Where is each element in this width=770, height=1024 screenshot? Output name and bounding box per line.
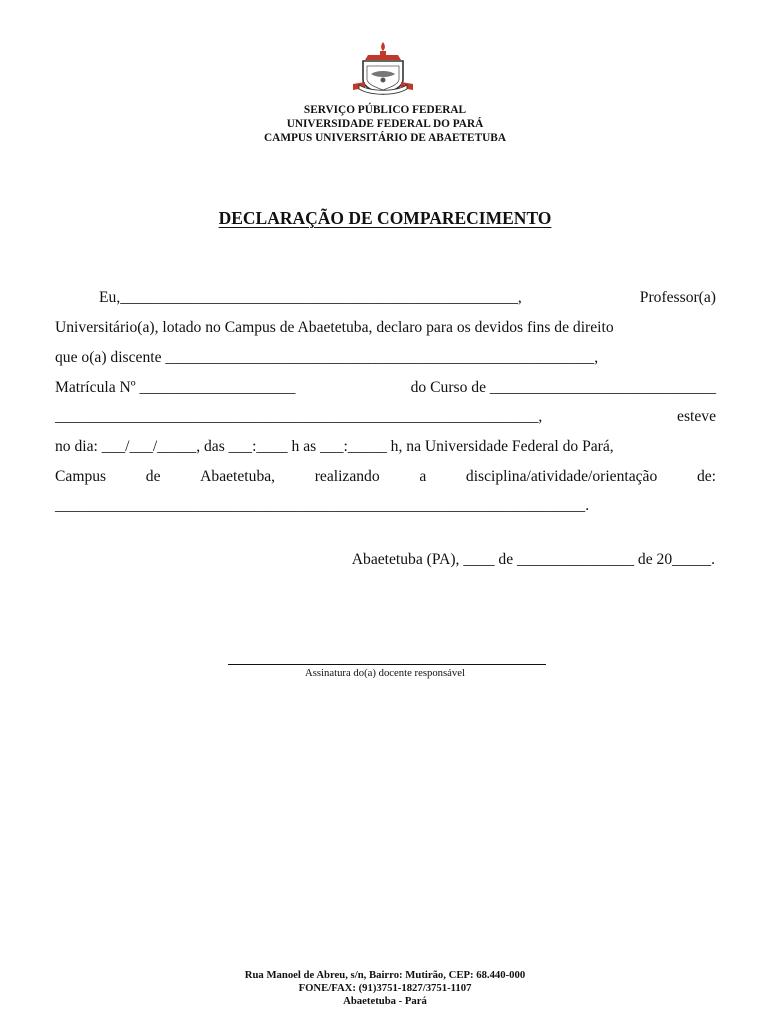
professor-word: Professor(a)	[639, 289, 716, 306]
body-line-8: ____________________________________________________________________.	[55, 497, 590, 514]
body-line-7	[55, 468, 716, 490]
header-line-1: SERVIÇO PÚBLICO FEDERAL	[303, 104, 467, 116]
word: Campus	[55, 468, 107, 485]
document-title: DECLARAÇÃO DE COMPARECIMENTO	[218, 208, 552, 228]
declarant-name-blank: Eu,___________________________________________________,	[99, 289, 522, 306]
footer-city: Abaetetuba - Pará	[343, 995, 427, 1007]
word: a	[419, 468, 427, 485]
curso-continuation-blank: ______________________________________________________________,	[55, 408, 543, 425]
word: realizando	[314, 468, 380, 485]
header-line-3: CAMPUS UNIVERSITÁRIO DE ABAETETUBA	[264, 132, 506, 144]
address-footer	[0, 969, 770, 1008]
curso-blank: do Curso de _____________________________	[410, 379, 716, 396]
body-line-4	[55, 379, 716, 401]
word: Abaetetuba,	[200, 468, 276, 485]
word: disciplina/atividade/orientação	[465, 468, 658, 485]
footer-phone: FONE/FAX: (91)3751-1827/3751-1107	[298, 982, 472, 994]
body-line-2: Universitário(a), lotado no Campus de Abaetetuba, declaro para os devidos fins de direito	[55, 319, 614, 336]
ufpa-seal-icon	[351, 40, 415, 98]
word: de:	[696, 468, 716, 485]
header-line-2: UNIVERSIDADE FEDERAL DO PARÁ	[286, 118, 484, 130]
word: de	[145, 468, 161, 485]
footer-address: Rua Manoel de Abreu, s/n, Bairro: Mutirão, CEP: 68.440-000	[244, 969, 526, 981]
body-line-6: no dia: ___/___/_____, das ___:____ h as ___:_____ h, na Universidade Federal do Pará,	[55, 438, 614, 455]
date-line: Abaetetuba (PA), ____ de _______________ de 20_____.	[351, 551, 715, 568]
body-line-1	[55, 289, 716, 311]
body-line-3: que o(a) discente _______________________________________________________,	[55, 349, 599, 366]
esteve-word: esteve	[677, 408, 716, 425]
signature-label: Assinatura do(a) docente responsável	[305, 667, 465, 679]
body-line-5	[55, 408, 716, 430]
matricula-blank: Matrícula Nº ____________________	[55, 379, 296, 396]
institution-header	[0, 103, 770, 145]
signature-line	[228, 664, 546, 665]
